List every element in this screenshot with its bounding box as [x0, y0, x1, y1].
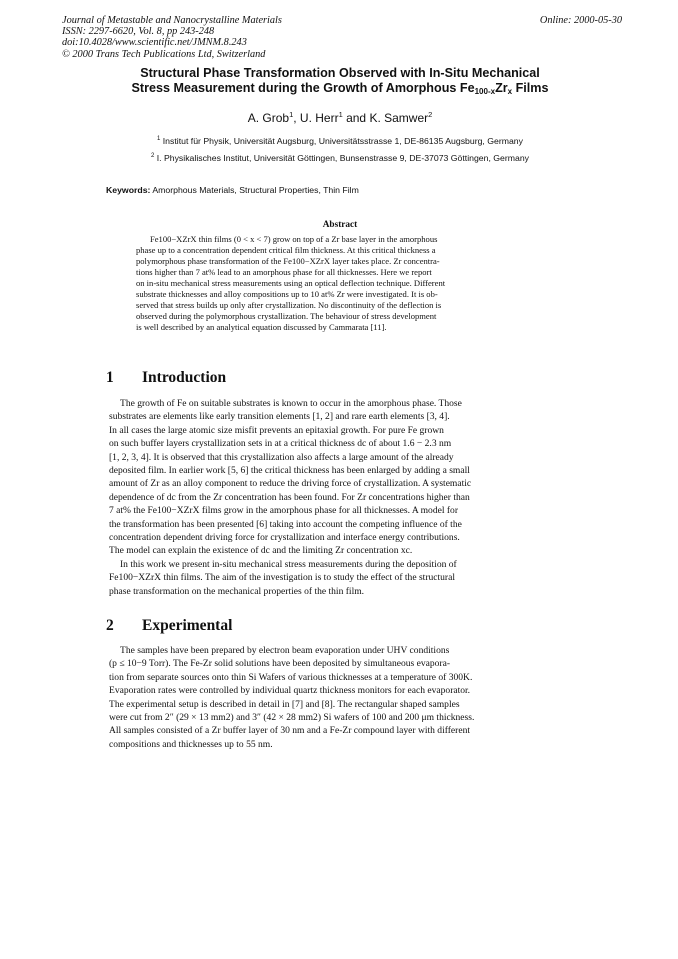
abstract-line: observed during the polymorphous crystallization. The behaviour of stress development [136, 311, 437, 322]
keywords-text: Amorphous Materials, Structural Properties, Thin Film [150, 185, 359, 195]
affiliation-1: $^1$ Institut für Physik, Universität Augsburg, Universitätsstrasse 1, DE-86135 Augsburg, Germany [157, 136, 523, 146]
paragraph-line: In all cases the large atomic size misfit prevents an epitaxial growth. For pure Fe grown [109, 424, 444, 436]
paragraph-line: All samples consisted of a Zr buffer layer of 30 nm and a Fe-Zr compound layer with different [109, 725, 470, 737]
paragraph-line: 7 at% the Fe100−XZrX films grow in the amorphous phase for all thicknesses. A model for [109, 505, 459, 517]
introduction-body [109, 397, 570, 598]
paragraph-line: The model can explain the existence of dc and the limiting Zr concentration xc. [109, 545, 413, 557]
abstract-heading: Abstract [322, 220, 358, 230]
keywords [106, 185, 626, 195]
title-line-2: Stress Measurement during the Growth of Amorphous $Fe_{100-x}Zr_x$ Films [131, 81, 549, 96]
paragraph-line: substrates are elements like early transition elements [1, 2] and rare earth elements [3, 4]. [109, 411, 450, 423]
paragraph-line: on such buffer layers crystallization sets in at a critical thickness dc of about 1.6 − 2.3 nm [109, 438, 452, 450]
paper-title [60, 66, 620, 99]
journal-line: doi:10.4028/www.scientific.net/JMNM.8.243 [62, 37, 247, 49]
paragraph-line: (p ≤ 10−9 Torr). The Fe-Zr solid solutions have been deposited by simultaneous evapora- [109, 658, 451, 670]
experimental-body [109, 644, 570, 751]
abstract-line: is well described by an analytical equation discussed by Cammarata [11]. [136, 322, 387, 333]
abstract-line: polymorphous phase transformation of the Fe100−XZrX layer takes place. Zr concentra- [136, 256, 440, 267]
abstract-line: phase up to a concentration dependent critical film thickness. At this critical thickness a [136, 245, 436, 256]
affiliation-2: $^2$ I. Physikalisches Institut, Universität Göttingen, Bunsenstrasse 9, DE-37073 Göttingen, Germany [150, 153, 530, 163]
section-heading-introduction: 1 Introduction [106, 369, 227, 386]
paragraph-line: dependence of dc from the Zr concentration has been found. For Zr concentrations higher than [109, 491, 470, 503]
paragraph-line: [1, 2, 3, 4]. It is observed that this crystallization also affects a large amount of the already [109, 451, 454, 463]
paragraph-line: amount of Zr as an alloy component to reduce the driving force of crystallization. A systematic [109, 478, 472, 490]
abstract-line: Fe100−XZrX thin films (0 < x < 7) grow on top of a Zr base layer in the amorphous [150, 234, 438, 244]
paragraph-line: phase transformation on the mechanical properties of the thin film. [109, 585, 365, 597]
paragraph-line: deposited film. In earlier work [5, 6] the critical thickness has been enlarged by adding a small [109, 465, 470, 477]
section-heading-experimental: 2 Experimental [106, 617, 233, 634]
title-line-1: Structural Phase Transformation Observed with In-Situ Mechanical [140, 66, 540, 80]
journal-info [62, 15, 622, 60]
paragraph-line: In this work we present in-situ mechanical stress measurements during the deposition of [120, 558, 457, 570]
paragraph-line: were cut from 2″ (29 × 13 mm2) and 3″ (42 × 28 mm2) Si wafers of 100 and 200 μm thickness. [109, 712, 475, 724]
paragraph-line: the transformation has been presented [6] taking into account the competing influence of the [109, 518, 462, 530]
paragraph-line: The growth of Fe on suitable substrates is known to occur in the amorphous phase. Those [120, 398, 462, 409]
abstract-line: substrate thicknesses and alloy compositions up to 10 at% Zr were investigated. It is ob- [136, 289, 438, 300]
abstract-line: on in-situ mechanical stress measurements using an optical deflection technique. Different [136, 278, 446, 289]
paragraph-line: Evaporation rates were controlled by individual quartz thickness monitors for each evaporator. [109, 685, 471, 697]
journal-line: Journal of Metastable and Nanocrystalline Materials [62, 15, 282, 26]
paragraph-line: The samples have been prepared by electron beam evaporation under UHV conditions [120, 645, 450, 656]
author-list: A. Grob$^1$, U. Herr$^1$ and K. Samwer$^2$ [247, 110, 433, 125]
online-date: Online: 2000-05-30 [539, 15, 622, 26]
paragraph-line: concentration dependent driving force for crystallization and interface energy contributions. [109, 532, 460, 544]
abstract-body [136, 234, 528, 333]
paragraph-line: tion from separate sources onto thin Si Wafers of various thicknesses at a temperature of 300K. [109, 671, 473, 683]
journal-line: © 2000 Trans Tech Publications Ltd, Switzerland [62, 48, 266, 60]
paragraph-line: Fe100−XZrX thin films. The aim of the investigation is to study the effect of the structural [109, 572, 455, 584]
abstract-line: served that stress builds up only after crystallization. No discontinuity of the deflection is [136, 300, 442, 311]
keywords-label: Keywords: [106, 185, 151, 195]
paragraph-line: The experimental setup is described in detail in [7] and [8]. The rectangular shaped samples [109, 698, 460, 710]
abstract-line: tions higher than 7 at% lead to an amorphous phase for all thicknesses. Here we report [136, 267, 432, 278]
journal-line: ISSN: 2297-6620, Vol. 8, pp 243-248 [62, 26, 215, 38]
paragraph-line: compositions and thicknesses up to 55 nm. [109, 738, 273, 750]
